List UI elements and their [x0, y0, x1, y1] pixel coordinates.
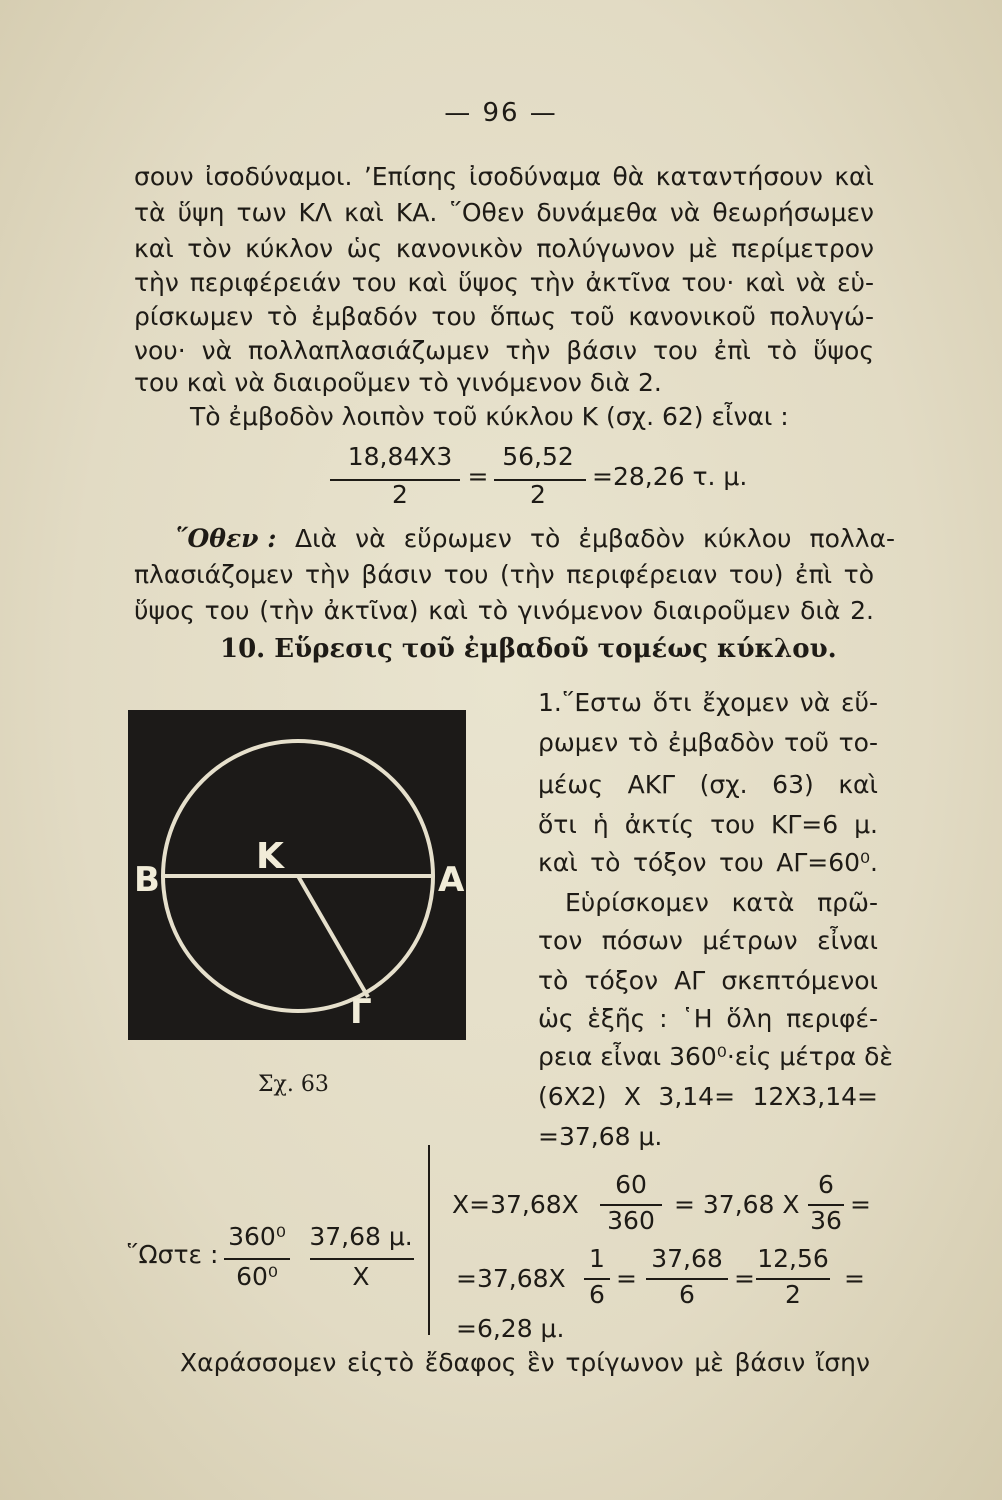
calc-numerator: 37,68: [651, 1244, 723, 1273]
radius-line: [298, 876, 368, 997]
calc-denominator: 36: [810, 1206, 842, 1235]
column-line: τὸ τόξον ΑΓ σκεπτόμενοι: [538, 966, 878, 995]
area-intro: Τὸ ἐμβοδὸν λοιπὸν τοῦ κύκλου Κ (σχ. 62) εἶναι :: [190, 402, 789, 431]
calc-text: = 37,68 X: [674, 1190, 800, 1219]
section-heading: 10. Εὕρεσις τοῦ ἐμβαδοῦ τομέως κύκλου.: [220, 634, 837, 664]
calc-numerator: 6: [818, 1170, 834, 1199]
text-line: ρίσκωμεν τὸ ἐμβαδόν του ὅπως τοῦ κανονικοῦ πολυγώ-: [134, 302, 874, 331]
column-line: 1.῞Εστω ὅτι ἔχομεν νὰ εὕ-: [538, 688, 878, 717]
formula-denominator: 2: [530, 480, 546, 509]
rule-line: Διὰ νὰ εὕρωμεν τὸ ἐμβαδὸν κύκλου πολλα-: [295, 524, 895, 553]
column-line: τον πόσων μέτρων εἶναι: [538, 926, 878, 955]
label-left: Β: [134, 860, 160, 900]
calc-text: X=37,68X: [452, 1190, 579, 1219]
calc-numerator: 1: [589, 1244, 605, 1273]
column-line: μέως ΑΚΓ (σχ. 63) καὶ: [538, 770, 878, 799]
formula-denominator: 2: [392, 480, 408, 509]
formula-numerator: 18,84X3: [347, 442, 453, 471]
page-number: — 96 —: [444, 98, 558, 128]
calc-text: =: [850, 1190, 871, 1219]
circle-sector-diagram: [128, 710, 466, 1040]
fraction-bar: [224, 1258, 290, 1260]
calc-numerator: 12,56: [757, 1244, 829, 1273]
calc-denominator: 360: [607, 1206, 655, 1235]
text-line: σουν ἰσοδύναμοι. ʼΕπίσης ἰσοδύναμα θὰ καταντήσουν καὶ: [134, 162, 874, 191]
rule-lead: ῞Οθεν :: [175, 524, 277, 553]
calc-text: =: [734, 1264, 755, 1293]
rule-line: ὕψος του (τὴν ἀκτῖνα) καὶ τὸ γινόμενον διαιροῦμεν διὰ 2.: [134, 596, 874, 625]
column-line: (6X2) X 3,14= 12X3,14=: [538, 1082, 878, 1111]
proportion-denominator: 60⁰: [236, 1262, 278, 1291]
column-line: ρωμεν τὸ ἐμβαδὸν τοῦ το-: [538, 728, 878, 757]
figure-63: [128, 710, 466, 1040]
column-line: καὶ τὸ τόξον του ΑΓ=60⁰.: [538, 848, 878, 877]
fraction-bar: [310, 1258, 414, 1260]
label-center: Κ: [256, 836, 284, 877]
figure-caption: Σχ. 63: [258, 1072, 329, 1097]
divider-line: [428, 1145, 430, 1335]
rule-line: πλασιάζομεν τὴν βάσιν του (τὴν περιφέρειαν του) ἐπὶ τὸ: [134, 560, 874, 589]
calc-result: =6,28 μ.: [456, 1314, 565, 1343]
text-line: του καὶ νὰ διαιροῦμεν τὸ γινόμενον διὰ 2.: [134, 368, 662, 397]
text-line: νου· νὰ πολλαπλασιάζωμεν τὴν βάσιν του ἐπὶ τὸ ὕψος: [134, 336, 874, 365]
proportion-lead: ῞Ωστε :: [126, 1240, 219, 1269]
text-line: Χαράσσομεν εἰςτὸ ἔδαφος ἓν τρίγωνον μὲ βάσιν ἴσην: [180, 1348, 870, 1377]
text-line: τὰ ὕψη των ΚΛ καὶ ΚΑ. ῞Οθεν δυνάμεθα νὰ θεωρήσωμεν: [134, 198, 874, 227]
calc-denominator: 6: [679, 1280, 695, 1309]
equals-sign: =: [467, 462, 489, 491]
calc-numerator: 60: [615, 1170, 647, 1199]
column-line: ρεια εἶναι 360⁰·εἰς μέτρα δὲ: [538, 1042, 893, 1071]
calc-denominator: 6: [589, 1280, 605, 1309]
calc-text: =: [616, 1264, 637, 1293]
text-line: καὶ τὸν κύκλον ὡς κανονικὸν πολύγωνον μὲ περίμετρον: [134, 234, 874, 263]
column-line: ὡς ἑξῆς : ῾Η ὅλη περιφέ-: [538, 1004, 878, 1033]
calc-text: =37,68X: [456, 1264, 566, 1293]
column-line: Εὑρίσκομεν κατὰ πρῶ-: [565, 888, 878, 917]
label-bottom: Γ: [350, 992, 372, 1032]
proportion-numerator: 360⁰: [228, 1222, 286, 1251]
text-line: τὴν περιφέρειάν του καὶ ὕψος τὴν ἀκτῖνα του· καὶ νὰ εὑ-: [134, 268, 874, 297]
proportion-denominator: X: [352, 1262, 370, 1291]
formula-result: =28,26 τ. μ.: [592, 462, 748, 491]
column-line: =37,68 μ.: [538, 1122, 663, 1151]
column-line: ὅτι ἡ ἀκτίς του ΚΓ=6 μ.: [538, 810, 878, 839]
proportion-numerator: 37,68 μ.: [309, 1222, 413, 1251]
label-right: Α: [438, 860, 465, 900]
formula-numerator: 56,52: [502, 442, 574, 471]
calc-text: =: [844, 1264, 865, 1293]
calc-denominator: 2: [785, 1280, 801, 1309]
